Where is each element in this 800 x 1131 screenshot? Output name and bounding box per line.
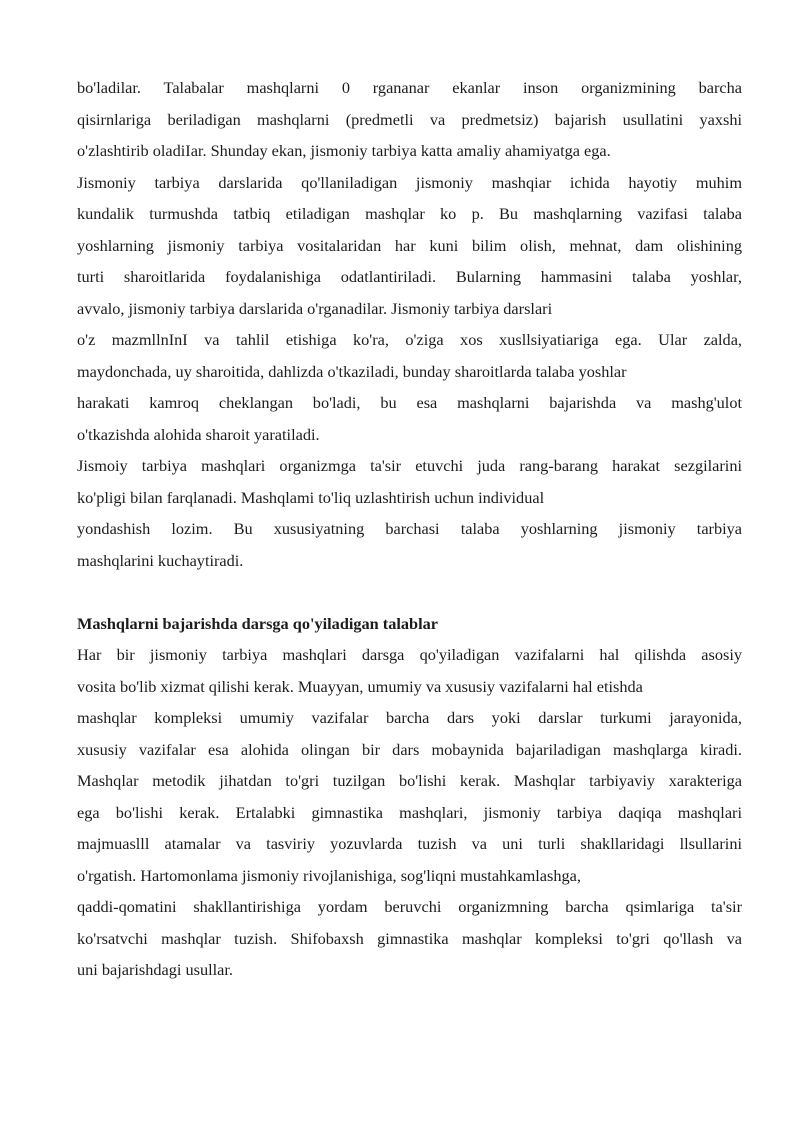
text-line: qaddi-qomatini shakllantirishiga yordam beruvchi organizmning barcha qsimlariga ta'sir	[77, 897, 742, 916]
text-line: harakati kamroq cheklangan bo'ladi, bu esa mashqlarni bajarishda va mashg'ulot	[77, 393, 742, 412]
text-line: Har bir jismoniy tarbiya mashqlari darsga qo'yiladigan vazifalarni hal qilishda asosiy	[77, 645, 742, 664]
text-line: o'rgatish. Hartomonlama jismoniy rivojlanishiga, sog'liqni mustahkamlashga,	[77, 865, 581, 885]
paragraph-1	[77, 72, 742, 167]
paragraph-2	[77, 167, 742, 325]
text-line: qisirnlariga beriladigan mashqlarni (predmetli va predmetsiz) bajarish usullatini yaxshi	[77, 109, 742, 129]
text-line: Mashqlar metodik jihatdan to'gri tuzilgan bo'lishi kerak. Mashqlar tarbiyaviy xarakteriga	[77, 771, 742, 790]
paragraph-5	[77, 513, 742, 576]
text-line: kundalik turmushda tatbiq etiladigan mashqlar ko p. Bu mashqlarning vazifasi talaba	[77, 204, 742, 223]
text-line: ko'rsatvchi mashqlar tuzish. Shifobaxsh gimnastika mashqlar kompleksi to'gri qo'llash va	[77, 928, 742, 948]
text-line: o'z mazmllnInI va tahlil etishiga ko'ra, o'ziga xos xusllsiyatiariga ega. Ular zalda,	[77, 330, 742, 349]
text-line: vosita bo'lib xizmat qilishi kerak. Muayyan, umumiy va xususiy vazifalarni hal etishda	[77, 676, 643, 696]
section-heading: Mashqlarni bajarishda darsga qo'yiladigan talablar	[77, 613, 438, 633]
text-line: turti sharoitlarida foydalanishiga odatlantiriladi. Bularning hammasini talaba yoshlar,	[77, 267, 742, 286]
text-line: o'zlashtirib oladiIar. Shunday ekan, jismoniy tarbiya katta amaliy ahamiyatga ega.	[77, 141, 611, 160]
text-line: maydonchada, uy sharoitida, dahlizda o'tkaziladi, bunday sharoitlarda talaba yoshlar	[77, 361, 627, 381]
text-line: uni bajarishdagi usullar.	[77, 960, 233, 979]
text-line: Jismoiy tarbiya mashqlari organizmga ta'sir etuvchi juda rang-barang harakat sezgilarini	[77, 456, 742, 475]
text-line: o'tkazishda alohida sharoit yaratiladi.	[77, 424, 320, 444]
paragraph-6	[77, 639, 742, 702]
text-line: xususiy vazifalar esa alohida olingan bir dars mobaynida bajariladigan mashqlarga kiradi.	[77, 739, 742, 759]
paragraph-3	[77, 324, 742, 450]
paragraph-8	[77, 765, 742, 891]
text-line: Jismoniy tarbiya darslarida qo'llaniladigan jismoniy mashqiar ichida hayotiy muhim	[77, 172, 742, 192]
text-line: mashqlar kompleksi umumiy vazifalar barcha dars yoki darslar turkumi jarayonida,	[77, 708, 742, 727]
document-body	[77, 72, 742, 986]
text-line: avvalo, jismoniy tarbiya darslarida o'rganadilar. Jismoniy tarbiya darslari	[77, 298, 553, 318]
text-line: ega bo'lishi kerak. Ertalabki gimnastika mashqlari, jismoniy tarbiya daqiqa mashqlari	[77, 802, 742, 822]
text-line: majmuaslll atamalar va tasviriy yozuvlarda tuzish va uni turli shakllaridagi llsullarini	[77, 834, 742, 853]
paragraph-9	[77, 891, 742, 986]
paragraph-4	[77, 450, 742, 513]
text-line: bo'ladilar. Talabalar mashqlarni 0 rgananar ekanlar inson organizmining barcha	[77, 78, 742, 97]
text-line: ko'pligi bilan farqlanadi. Mashqlami to'liq uzlashtirish uchun individual	[77, 487, 545, 507]
text-line: mashqlarini kuchaytiradi.	[77, 550, 244, 570]
text-line: yondashish lozim. Bu xususiyatning barchasi talaba yoshlarning jismoniy tarbiya	[77, 519, 742, 538]
text-line: yoshlarning jismoniy tarbiya vositalaridan har kuni bilim olish, mehnat, dam olishining	[77, 235, 742, 255]
paragraph-7	[77, 702, 742, 765]
blank-line	[77, 576, 742, 608]
